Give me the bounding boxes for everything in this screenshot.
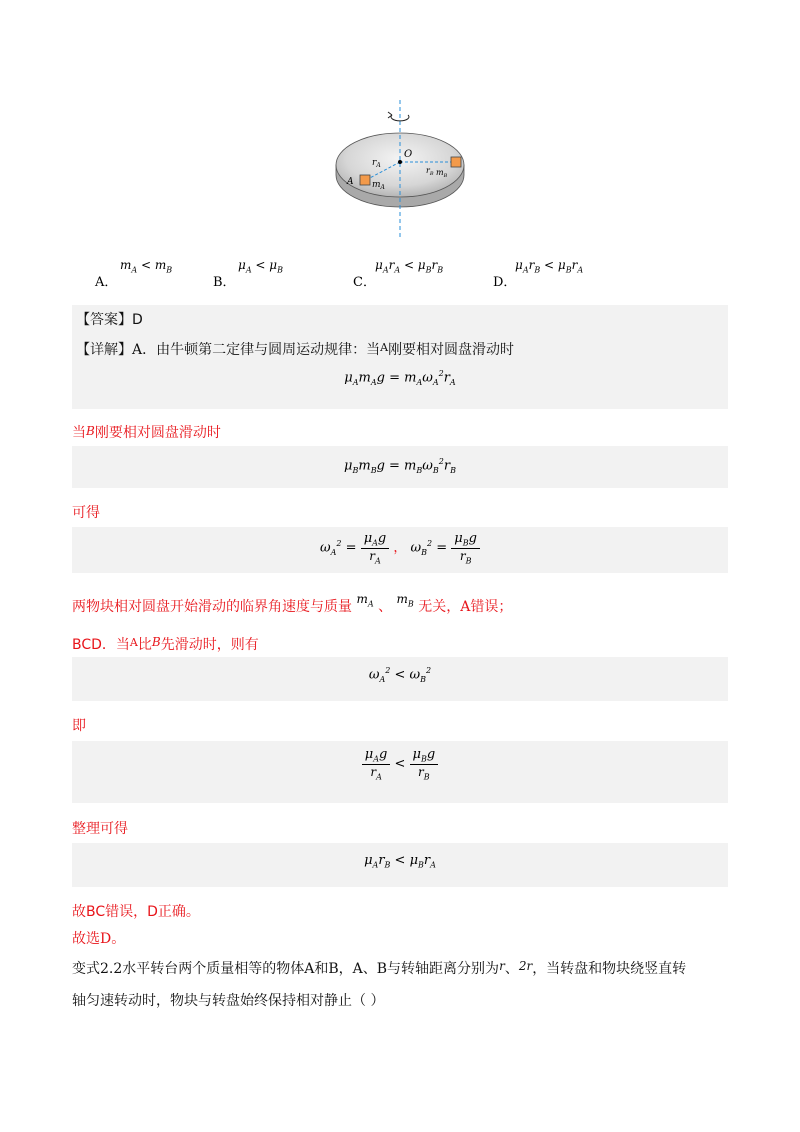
equation-box-5: [72, 657, 728, 701]
explain-line-7: 整理可得: [72, 821, 128, 837]
option-b-letter: B．: [213, 275, 236, 290]
svg-text:mA: $m_A$: [372, 180, 385, 191]
answer-box: [72, 305, 728, 409]
explain-line-4: 两物块相对圆盘开始滑动的临界角速度与质量 $m_A$ 、 $m_B$ 无关，A错误；: [72, 592, 513, 615]
explain-line-9: 故选D。: [72, 931, 126, 947]
answer-line: 【答案】D: [76, 312, 143, 328]
option-b-expr: $\mu_A < \mu_B$: [238, 258, 283, 275]
option-a-expr: $m_A < m_B$: [120, 258, 173, 275]
block-a: [360, 175, 370, 185]
equation-6: $\frac{\mu_Ag}{r_A}$ < $\frac{\mu_Bg}{r_B}$: [72, 747, 728, 781]
turntable-figure: [330, 95, 470, 245]
equation-7: $\mu_Ar_B < \mu_Br_A$: [364, 853, 436, 870]
explain-line-3: 可得: [72, 505, 100, 521]
equation-box-7: [72, 843, 728, 887]
option-a-letter: A．: [95, 275, 118, 290]
label-a: A: [347, 177, 354, 187]
option-d-expr: $\mu_Ar_B < \mu_Br_A$: [515, 258, 584, 275]
svg-text:rA: $r_A$: [372, 158, 381, 169]
equation-3: $\omega_A^2$ = $\frac{\mu_Ag}{r_A}$ ， $\omega_B^2$ = $\frac{\mu_Bg}{r_B}$: [72, 531, 728, 565]
next-question-line-2: 轴匀速转动时，物块与转盘始终保持相对静止（ ）: [72, 993, 385, 1009]
explain-line-5: BCD．当$^A$比B先滑动时，则有: [72, 635, 259, 653]
equation-2: $\mu_Bm_Bg = m_B\omega_B^2r_B$: [344, 457, 456, 475]
equation-1: $\mu_Am_Ag = m_A\omega_A^2r_A$: [344, 369, 456, 387]
option-c-expr: $\mu_Ar_A < \mu_Br_B$: [375, 258, 444, 275]
equation-box-3: [72, 527, 728, 573]
equation-box-6: [72, 741, 728, 803]
option-c-letter: C．: [353, 275, 376, 290]
svg-text:mB: $m_B$: [436, 168, 448, 179]
options-row: [95, 258, 755, 288]
explain-line-1: 【详解】A．由牛顿第二定律与圆周运动规律：当$^A$刚要相对圆盘滑动时: [76, 341, 515, 358]
explain-line-6: 即: [72, 718, 86, 734]
explain-line-8: 故BC错误，D正确。: [72, 904, 200, 920]
next-question-line-1: 变式2.2水平转台两个质量相等的物体A和B，A、B与转轴距离分别为r、2r，当转盘和物块绕竖直转: [72, 959, 687, 977]
block-b: [451, 157, 461, 167]
option-d-letter: D．: [493, 275, 517, 290]
label-o: O: [404, 149, 413, 160]
explain-line-2: 当B刚要相对圆盘滑动时: [72, 424, 221, 441]
svg-text:rB: $r_B$: [426, 166, 434, 177]
equation-5: $\omega_A^2 < \omega_B^2$: [368, 666, 432, 684]
equation-box-2: [72, 446, 728, 488]
